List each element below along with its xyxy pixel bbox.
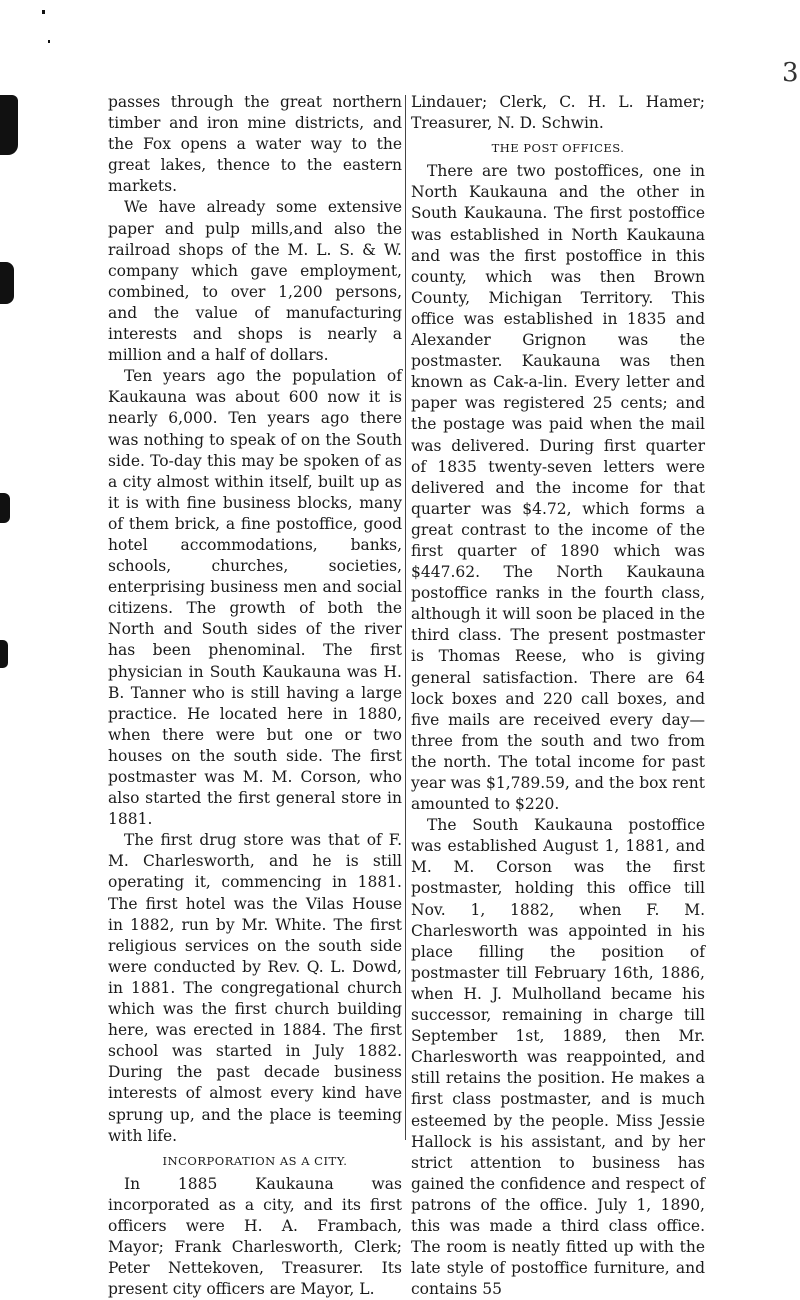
right-column	[411, 92, 705, 1300]
left-column	[108, 92, 402, 1300]
column-divider	[405, 95, 406, 1140]
scan-mark	[0, 95, 18, 155]
paragraph: The first drug store was that of F. M. Charlesworth, and he is still operating it, commencing in 1881. The first hotel was the Vilas House in 1882, run by Mr. White. The first religious services on the south side were conducted by Rev. Q. L. Dowd, in 1881. The congregational church which was the first church building here, was erected in 1884. The first school was started in July 1882. During the past decade business interests of almost every kind have sprung up, and the place is teeming with life.	[108, 831, 402, 1145]
scan-mark	[48, 40, 50, 43]
scan-mark	[0, 493, 10, 523]
paragraph: Lindauer; Clerk, C. H. L. Hamer; Treasurer, N. D. Schwin.	[411, 93, 705, 133]
page-number: 3	[782, 58, 799, 88]
paragraph: The South Kaukauna postoffice was established August 1, 1881, and M. M. Corson was the first postmaster, holding this office till Nov. 1, 1882, when F. M. Charlesworth was appointed in his place filling the position of postmaster till February 16th, 1886, when H. J. Mulholland became his successor, remaining in charge till September 1st, 1889, then Mr. Charlesworth was reappointed, and still retains the position. He makes a first class postmaster, and is much esteemed by the people. Miss Jessie Hallock is his assistant, and by her strict attention to business has gained the confidence and respect of patrons of the office. July 1, 1890, this was made a third class office. The room is neatly fitted up with the late style of postoffice furniture, and contains 55	[411, 816, 705, 1299]
scan-mark	[0, 262, 14, 304]
scan-mark	[42, 10, 45, 14]
section-heading: THE POST OFFICES.	[491, 141, 625, 156]
paragraph: Ten years ago the population of Kaukauna was about 600 now it is nearly 6,000. Ten years ago there was nothing to speak of on the South side. To-day this may be spoken of as a city almost within itself, built up as it is with fine business blocks, many of them brick, a fine postoffice, good hotel accommodations, banks, schools, churches, societies, enterprising business men and social citizens. The growth of both the North and South sides of the river has been phenominal. The first physician in South Kaukauna was H. B. Tanner who is still having a large practice. He located here in 1880, when there were but one or two houses on the south side. The first postmaster was M. M. Corson, who also started the first general store in 1881.	[108, 367, 402, 829]
paragraph: passes through the great northern timber and iron mine districts, and the Fox opens a water way to the great lakes, thence to the eastern markets.	[108, 93, 402, 196]
scan-mark	[0, 640, 8, 668]
paragraph: There are two postoffices, one in North Kaukauna and the other in South Kaukauna. The first postoffice was established in North Kaukauna and was the first postoffice in this county, which was then Brown County, Michigan Territory. This office was established in 1835 and Alexander Grignon was the postmaster. Kaukauna was then known as Cak-a-lin. Every letter and paper was registered 25 cents; and the postage was paid when the mail was delivered. During first quarter of 1835 twenty-seven letters were delivered and the income for that quarter was $4.72, which forms a great contrast to the income of the first quarter of 1890 which was $447.62. The North Kaukauna postoffice ranks in the fourth class, although it will soon be placed in the third class. The present postmaster is Thomas Reese, who is giving general satisfaction. There are 64 lock boxes and 220 call boxes, and five mails are received every day—three from the south and two from the north. The total income for past year was $1,789.59, and the box rent amounted to $220.	[411, 162, 705, 814]
paragraph: In 1885 Kaukauna was incorporated as a city, and its first officers were H. A. Frambach, Mayor; Frank Charlesworth, Clerk; Peter Nettekoven, Treasurer. Its present city officers are Mayor, L.	[108, 1174, 402, 1299]
section-heading: INCORPORATION AS A CITY.	[162, 1153, 348, 1168]
paragraph: We have already some extensive paper and pulp mills,and also the railroad shops of the M. L. S. & W. company which gave employment, combined, to over 1,200 persons, and the value of manufacturing interests and shops is nearly a million and a half of dollars.	[108, 198, 402, 365]
